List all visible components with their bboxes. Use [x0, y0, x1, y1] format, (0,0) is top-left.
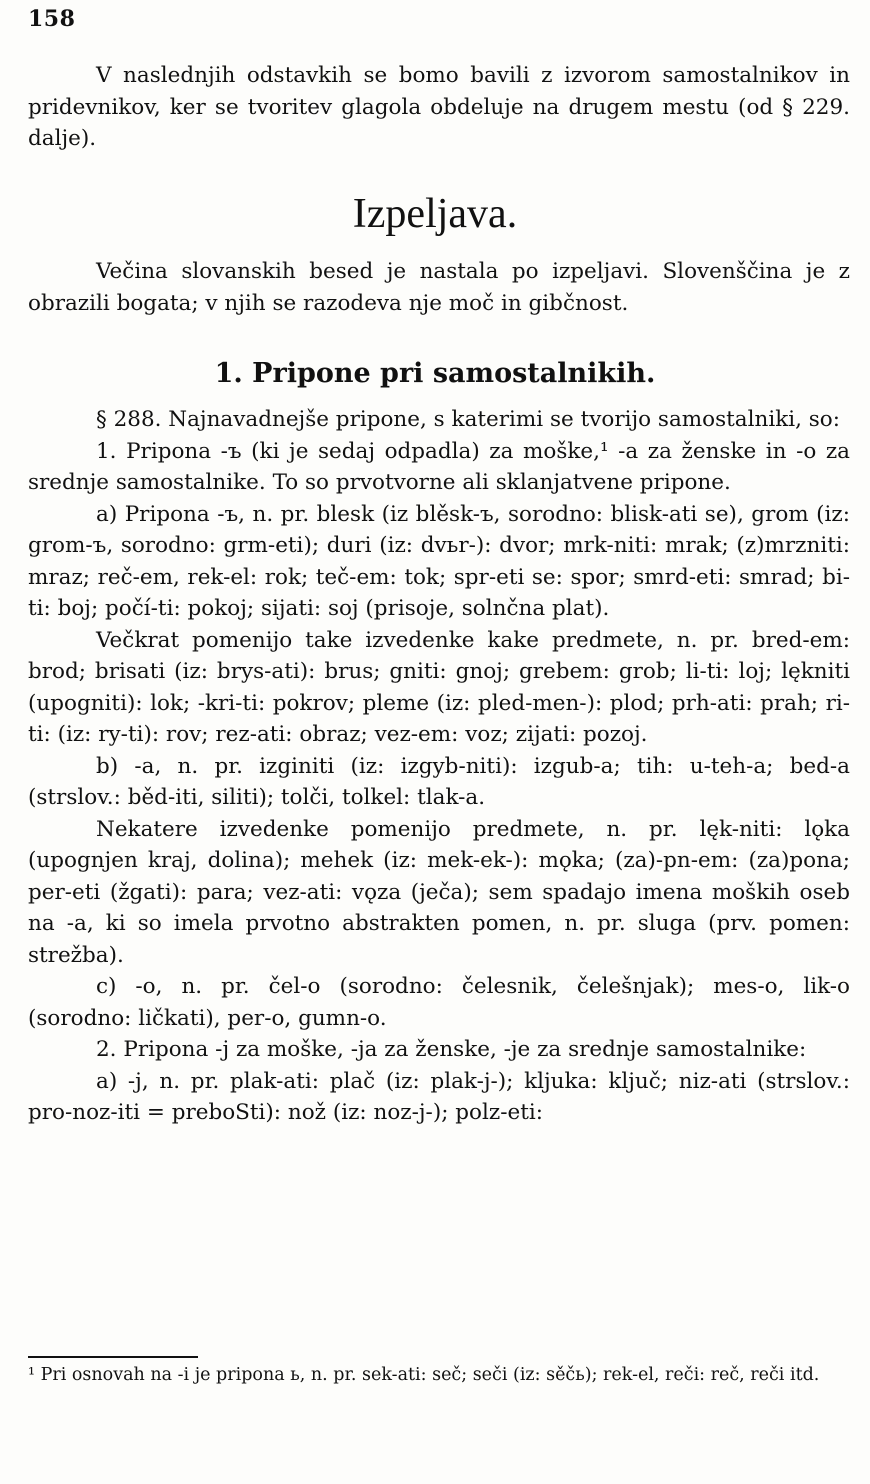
- predmete-paragraph-2: Nekatere izvedenke pomenijo predmete, n. pr. lęk-niti: lǫka (upognjen kraj, dolina); mehek (iz: mek-ek-): mǫka; (za)-pn-em: (za)pona; per-eti (žgati): para; vez-ati: vǫza (ječa); sem spadajo imena moških oseb na -a, ki so imela prvotno abstrakten pomen, n. pr. sluga (prv. pomen: strežba).: [28, 816, 850, 968]
- page-number: 158: [28, 6, 76, 32]
- heading-text-block: [28, 256, 850, 319]
- chapter-heading: Izpeljava.: [352, 191, 518, 237]
- intro-paragraph: V naslednjih odstavkih se bomo bavili z izvorom samostalnikov in pridevnikov, ker se tvoritev glagola obdeluje na drugem mestu (od § 229. dalje).: [28, 63, 850, 151]
- heading-paragraph: Večina slovanskih besed je nastala po izpeljavi. Slovenščina je z obrazili bogata; v njih se razodeva nje moč in gibčnost.: [28, 259, 850, 316]
- footnote-divider: [28, 1356, 198, 1358]
- item-c-paragraph: c) -o, n. pr. čel-o (sorodno: čelesnik, čelešnjak); mes-o, lik-o (sorodno: ličkati), per-o, gumn-o.: [28, 974, 850, 1031]
- item-a-paragraph: a) Pripona -ъ, n. pr. blesk (iz blěsk-ъ, sorodno: blisk-ati se), grom (iz: grom-ъ, sorodno: grm-eti); duri (iz: dvьr-): dvor; mrk-niti: mrak; (z)mrzniti: mraz; reč-em, rek-el: rok; teč-em: tok; spr-eti se: spor; smrd-eti: smrad; bi-ti: boj; počí-ti: pokoj; sijati: soj (prisoje, solnčna plat).: [28, 501, 850, 621]
- paragraph-288: § 288. Najnavadnejše pripone, s katerimi se tvorijo samostalniki, so:: [96, 407, 840, 432]
- item-2a-paragraph: a) -j, n. pr. plak-ati: plač (iz: plak-j-); kljuka: ključ; niz-ati (strslov.: pro-noz-iti = preboSti): nož (iz: noz-j-); polz-eti:: [28, 1068, 850, 1125]
- item-2-paragraph: 2. Pripona -j za moške, -ja za ženske, -je za srednje samostalnike:: [96, 1037, 807, 1062]
- intro-block: [28, 60, 850, 155]
- item-1-paragraph: 1. Pripona -ъ (ki je sedaj odpadla) za moške,¹ -a za ženske in -o za srednje samostalnike. To so prvotvorne ali sklanjatvene pripone.: [28, 438, 850, 495]
- predmete-paragraph-1: Večkrat pomenijo take izvedenke kake predmete, n. pr. bred-em: brod; brisati (iz: brys-ati): brus; gniti: gnoj; grebem: grob; li-ti: loj; lękniti (upogniti): lok; -kri-ti: pokrov; pleme (iz: pled-men-): plod; prh-ati: prah; ri-ti: (iz: ry-ti): rov; rez-ati: obraz; vez-em: voz; zijati: pozoj.: [28, 627, 850, 747]
- main-text: [28, 404, 850, 1129]
- section-title: 1. Pripone pri samostalnikih.: [214, 358, 656, 389]
- footnote: ¹ Pri osnovah na -i je pripona ь, n. pr. sek-ati: seč; seči (iz: sěčь); rek-el, reči: reč, reči itd.: [28, 1365, 820, 1385]
- item-b-paragraph: b) -a, n. pr. izginiti (iz: izgyb-niti): izgub-a; tih: u-teh-a; bed-a (strslov.: běd-iti, siliti); tolči, tolkel: tlak-a.: [28, 753, 850, 810]
